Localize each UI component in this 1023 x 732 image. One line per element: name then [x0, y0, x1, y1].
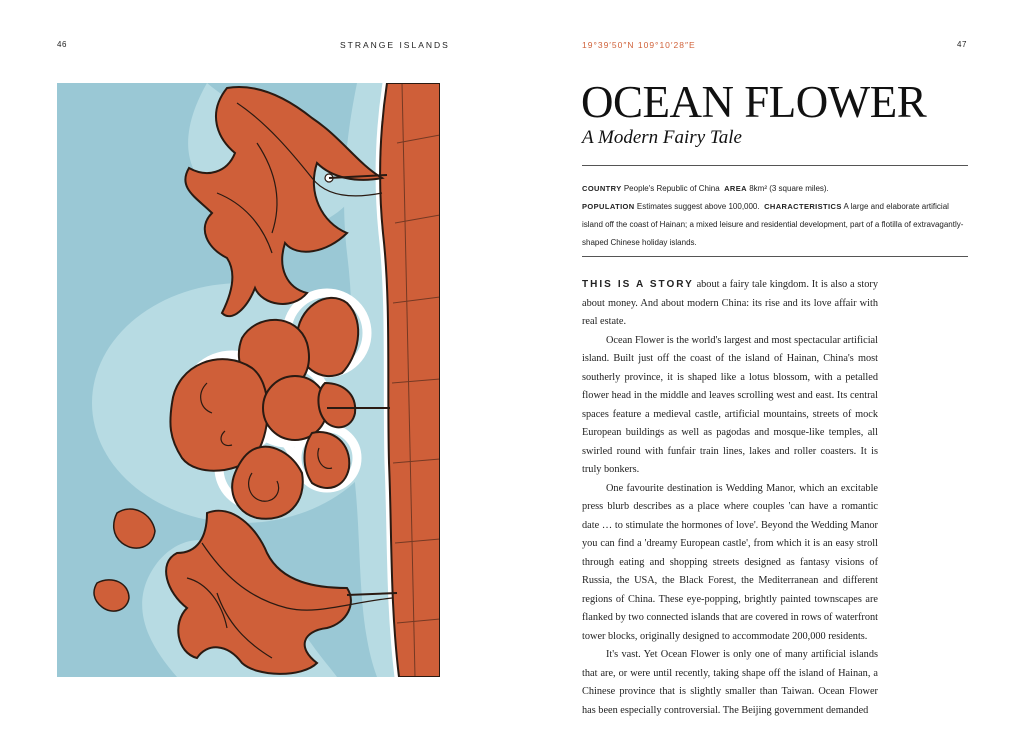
population-value: Estimates suggest above 100,000.	[636, 202, 760, 211]
country-label: COUNTRY	[582, 184, 622, 193]
article-title: OCEAN FLOWER	[581, 77, 927, 127]
paragraph-4: It's vast. Yet Ocean Flower is only one of many artificial islands that are, or were until recently, taking shape off the island of Hainan, a Chinese province that is slightly smaller than Taiwan. Ocean Flower has been especially controversial. The Beijing government demanded	[582, 649, 878, 716]
paragraph-3: One favourite destination is Wedding Manor, which an excitable press blurb describes as a place where couples 'can have a romantic date … to stimulate the hormones of love'. Beyond the Wedding Manor you can find a 'dreamy European castle', from which it is an easy stroll through eating and shopping streets designed as fantasy visions of Russia, the USA, the Black Forest, the Mediterranean and different regions of China. These eye-popping, brightly painted townscapes are flanked by two connected islands that are covered in rows of waterfront tower blocks, originally designed to accommodate 200,000 residents.	[582, 482, 878, 642]
population-label: POPULATION	[582, 202, 635, 211]
area-label: AREA	[724, 184, 747, 193]
top-rule	[582, 165, 968, 166]
country-value: People's Republic of China	[623, 184, 720, 193]
characteristics-value: A large and elaborate artificial island off the coast of Hainan; a mixed leisure and residential development, part of a flotilla of extravagantly-shaped Chinese holiday islands.	[582, 202, 964, 247]
fact-line-2	[582, 198, 968, 252]
article-body	[582, 276, 878, 720]
left-page-number: 46	[57, 40, 67, 49]
island-map-svg	[57, 83, 440, 677]
characteristics-label: CHARACTERISTICS	[764, 202, 842, 211]
paragraph-1-text: about a fairy tale kingdom. It is also a story about money. And about modern China: its rise and its love affair with real estate.	[582, 279, 879, 327]
area-value: 8km² (3 square miles).	[749, 184, 829, 193]
paragraph-1	[582, 276, 878, 332]
bottom-rule	[582, 256, 968, 257]
running-head: STRANGE ISLANDS	[340, 40, 450, 50]
ocean-flower-island-map	[57, 83, 440, 677]
coordinates: 19°39′50″N 109°10′28″E	[582, 40, 696, 50]
paragraph-2: Ocean Flower is the world's largest and most spectacular artificial island. Built just off the coast of the island of Hainan, China's most southerly province, it is shaped like a lotus blossom, with a petalled flower head in the middle and leaves scrolling west and east. Its central spaces feature a medieval castle, artificial mountains, streets of mock European buildings as well as pagodas and mosque-like temples, all swirled round with funfair train lines, lakes and roller coasters. It is truly bonkers.	[582, 334, 878, 475]
fact-box	[582, 180, 968, 252]
right-page-number: 47	[957, 40, 967, 49]
fact-line-1	[582, 180, 968, 198]
lead-in: THIS IS A STORY	[582, 279, 694, 290]
article-subtitle: A Modern Fairy Tale	[582, 127, 742, 148]
